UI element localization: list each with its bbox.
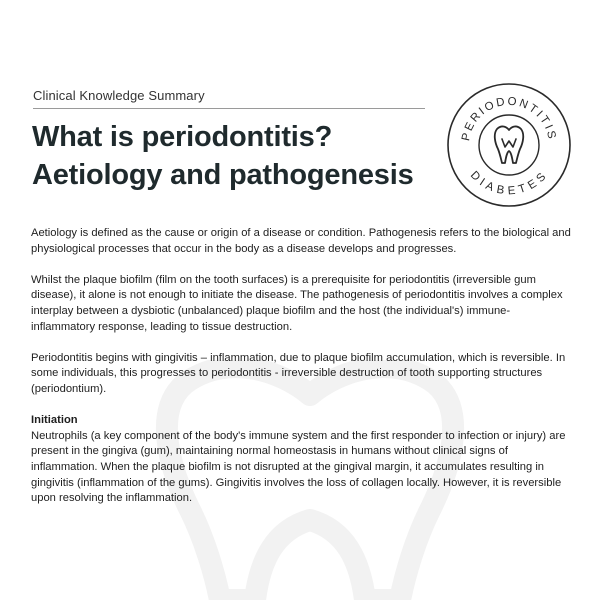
kicker-divider bbox=[33, 108, 425, 109]
section-heading-initiation: Initiation bbox=[31, 414, 78, 427]
document-body bbox=[31, 226, 571, 522]
paragraph-neutrophils: Neutrophils (a key component of the body's immune system and the first responder to infection or injury) are present in the gingiva (gum), maintaining normal homeostasis in humans without clinical signs of inflammation. When the plaque biofilm is not disrupted at the gingival margin, it accumulates resulting in gingivitis (inflammation of the gums). Gingivitis involves the loss of collagen locally. However, it is reversible upon resolving the inflammation. bbox=[31, 429, 566, 505]
paragraph-definition: Aetiology is defined as the cause or origin of a disease or condition. Pathogenesis refers to the biological and physiological processes that occur in the body as a disease develops and progresses. bbox=[31, 227, 571, 255]
document-kicker: Clinical Knowledge Summary bbox=[33, 88, 205, 103]
svg-text:DIABETES bbox=[468, 169, 550, 197]
paragraph-gingivitis: Periodontitis begins with gingivitis – inflammation, due to plaque biofilm accumulation, which is reversible. In some individuals, this progresses to periodontitis - irreversible destruction of tooth supporting structures (periodontium). bbox=[31, 351, 566, 395]
logo-bottom-text: DIABETES bbox=[467, 169, 551, 198]
logo-top-text: PERIODONTITIS bbox=[460, 95, 558, 142]
page-title-line-2: Aetiology and pathogenesis bbox=[32, 159, 414, 191]
page-title-line-1: What is periodontitis? bbox=[32, 121, 333, 153]
tooth-icon bbox=[495, 126, 523, 163]
page-title bbox=[32, 118, 414, 194]
periodontitis-diabetes-logo bbox=[445, 81, 573, 209]
paragraph-plaque-biofilm: Whilst the plaque biofilm (film on the tooth surfaces) is a prerequisite for periodontitis (irreversible gum disease), it alone is not enough to initiate the disease. The pathogenesis of periodontitis involves a complex interplay between a dysbiotic (unbalanced) plaque biofilm and the host (the individual's) immune-inflammatory response, leading to tissue destruction. bbox=[31, 273, 563, 333]
svg-text:PERIODONTITIS bbox=[460, 96, 558, 142]
